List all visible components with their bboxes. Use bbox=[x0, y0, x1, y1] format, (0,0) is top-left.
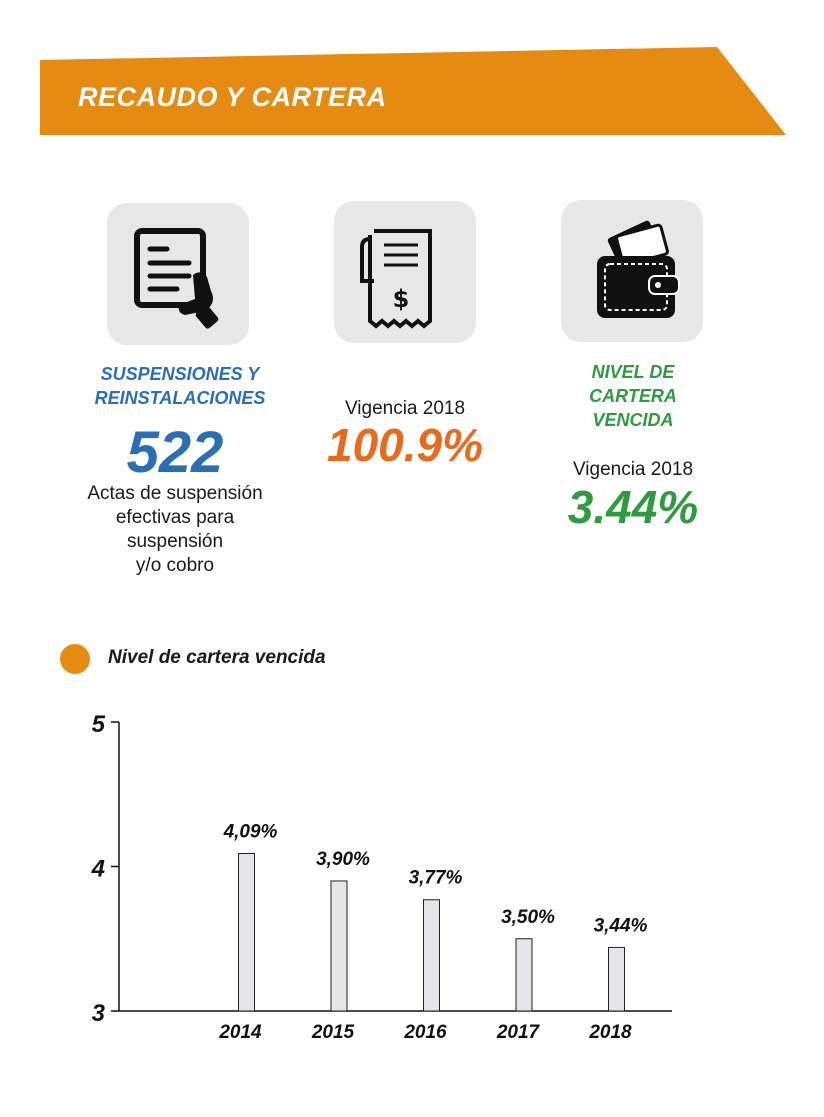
data-label-2014: 4,09% bbox=[223, 821, 278, 843]
wallet-icon-tile bbox=[561, 200, 703, 342]
suspensiones-heading bbox=[80, 362, 280, 410]
y-tick-label: 5 bbox=[91, 711, 105, 738]
heading-line: REINSTALACIONES bbox=[94, 388, 266, 408]
heading-line: SUSPENSIONES Y bbox=[100, 364, 260, 384]
wallet-icon bbox=[561, 200, 703, 342]
cartera-vigencia-label: Vigencia 2018 bbox=[572, 459, 694, 480]
receipt-dollar-icon bbox=[334, 201, 476, 343]
cartera-bar-chart bbox=[0, 700, 824, 1060]
bar-2014 bbox=[239, 853, 255, 1011]
recaudo-vigencia-label: Vigencia 2018 bbox=[344, 398, 466, 419]
document-hand-icon-tile bbox=[107, 203, 249, 345]
recaudo-percentage: 100.9% bbox=[326, 419, 483, 471]
x-tick-label-2018: 2018 bbox=[589, 1022, 632, 1043]
description-line: efectivas para bbox=[115, 507, 235, 528]
svg-text:$: $ bbox=[392, 285, 410, 313]
x-tick-label-2015: 2015 bbox=[311, 1022, 355, 1043]
description-line: Actas de suspensión bbox=[87, 483, 263, 504]
y-tick-label: 3 bbox=[91, 1000, 105, 1027]
bar-2015 bbox=[331, 881, 347, 1011]
x-tick-label-2016: 2016 bbox=[404, 1022, 447, 1043]
description-line: y/o cobro bbox=[135, 555, 215, 576]
legend-swatch bbox=[60, 644, 90, 674]
header-banner bbox=[0, 0, 824, 140]
document-hand-icon bbox=[107, 203, 249, 345]
suspensiones-number: 522 bbox=[126, 420, 224, 485]
y-tick-label: 4 bbox=[91, 855, 105, 883]
heading-line: NIVEL DE bbox=[591, 362, 675, 382]
data-label-2016: 3,77% bbox=[408, 867, 463, 889]
x-tick-label-2017: 2017 bbox=[496, 1022, 540, 1043]
suspensiones-description bbox=[60, 482, 290, 578]
bar-2018 bbox=[609, 947, 625, 1011]
page-title: RECAUDO Y CARTERA bbox=[78, 82, 387, 112]
data-label-2015: 3,90% bbox=[316, 848, 370, 870]
heading-line: VENCIDA bbox=[592, 410, 674, 430]
bar-2017 bbox=[516, 939, 532, 1011]
data-label-2017: 3,50% bbox=[501, 906, 555, 928]
receipt-dollar-icon-tile bbox=[334, 201, 476, 343]
data-label-2018: 3,44% bbox=[593, 915, 648, 937]
cartera-percentage: 3.44% bbox=[567, 481, 699, 533]
legend-label: Nivel de cartera vencida bbox=[108, 647, 326, 668]
bar-2016 bbox=[424, 900, 440, 1011]
cartera-heading bbox=[550, 360, 716, 432]
x-tick-label-2014: 2014 bbox=[219, 1022, 262, 1043]
description-line: suspensión bbox=[126, 531, 224, 552]
heading-line: CARTERA bbox=[589, 386, 677, 406]
